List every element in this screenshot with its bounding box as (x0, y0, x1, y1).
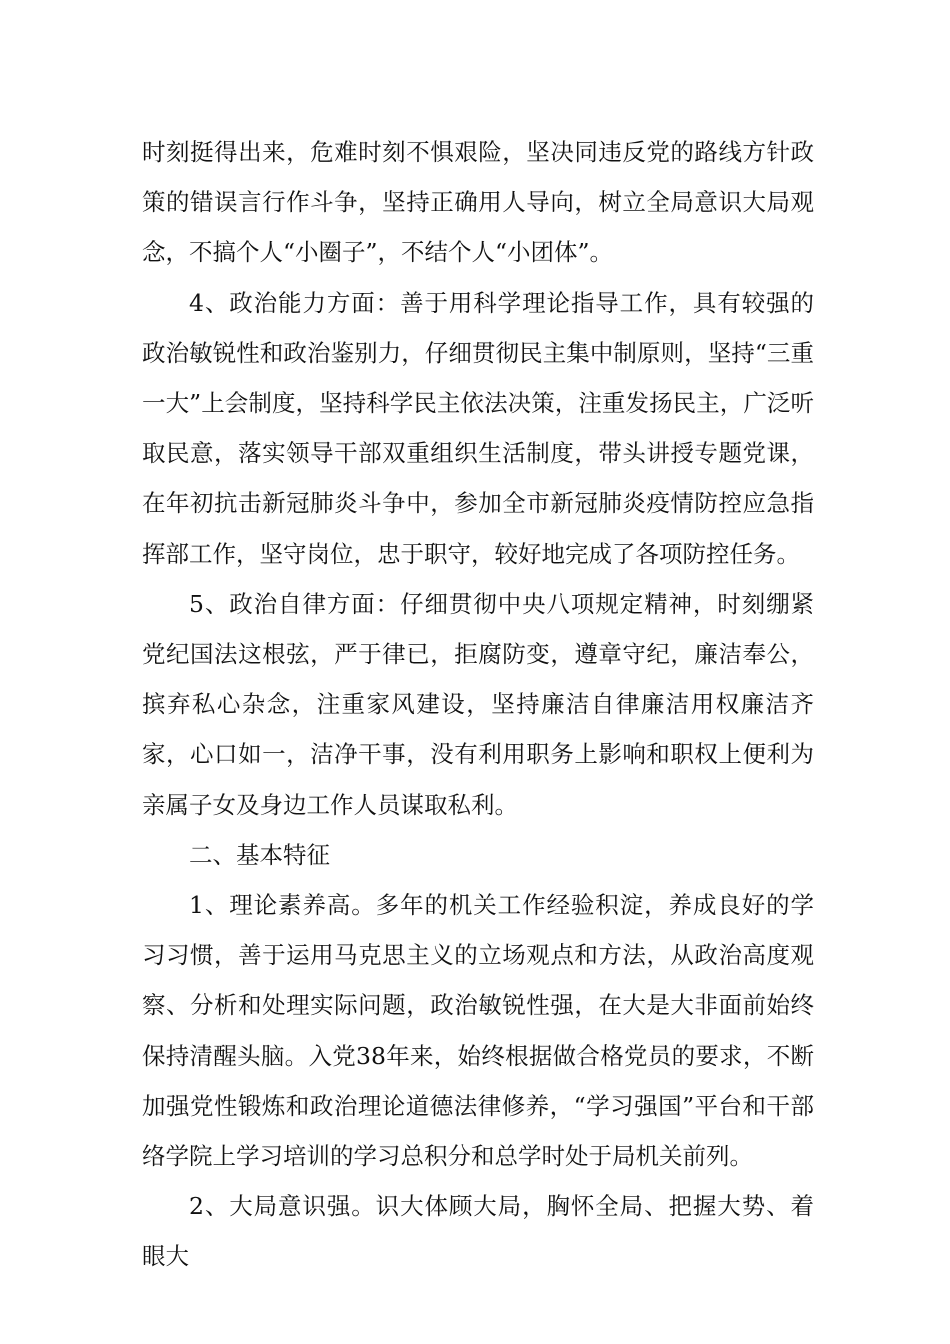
paragraph-continuation: 时刻挺得出来，危难时刻不惧艰险，坚决同违反党的路线方针政策的错误言行作斗争，坚持正确用人导向，树立全局意识大局观念，不搞个人“小圈子”，不结个人“小团体”。 (142, 138, 814, 267)
paragraph-political-self-discipline: 5、政治自律方面：仔细贯彻中央八项规定精神，时刻绷紧党纪国法这根弦，严于律已，拒腐防变，遵章守纪，廉洁奉公，摈弃私心杂念，注重家风建设，坚持廉洁自律廉洁用权廉洁齐家，心口如一，洁净干事，没有利用职务上影响和职权上便利为亲属子女及身边工作人员谋取私利。 (142, 589, 814, 819)
paragraph-political-ability: 4、政治能力方面：善于用科学理论指导工作，具有较强的政治敏锐性和政治鉴别力，仔细贯彻民主集中制原则，坚持“三重一大”上会制度，坚持科学民主依法决策，注重发扬民主，广泛听取民意，落实领导干部双重组织生活制度，带头讲授专题党课，在年初抗击新冠肺炎斗争中，参加全市新冠肺炎疫情防控应急指挥部工作，坚守岗位，忠于职守，较好地完成了各项防控任务。 (142, 288, 814, 568)
paragraph-theoretical-literacy: 1、理论素养高。多年的机关工作经验积淀，养成良好的学习习惯，善于运用马克思主义的立场观点和方法，从政治高度观察、分析和处理实际问题，政治敏锐性强，在大是大非面前始终保持清醒头脑。入党38年来，始终根据做合格党员的要求，不断加强党性锻炼和政治理论道德法律修养，“学习强国”平台和干部络学院上学习培训的学习总积分和总学时处于局机关前列。 (142, 891, 814, 1171)
document-body (142, 127, 814, 1282)
paragraph-overall-awareness: 2、大局意识强。识大体顾大局，胸怀全局、把握大势、着眼大 (142, 1192, 814, 1271)
section-heading-basic-features: 二、基本特征 (189, 840, 330, 869)
